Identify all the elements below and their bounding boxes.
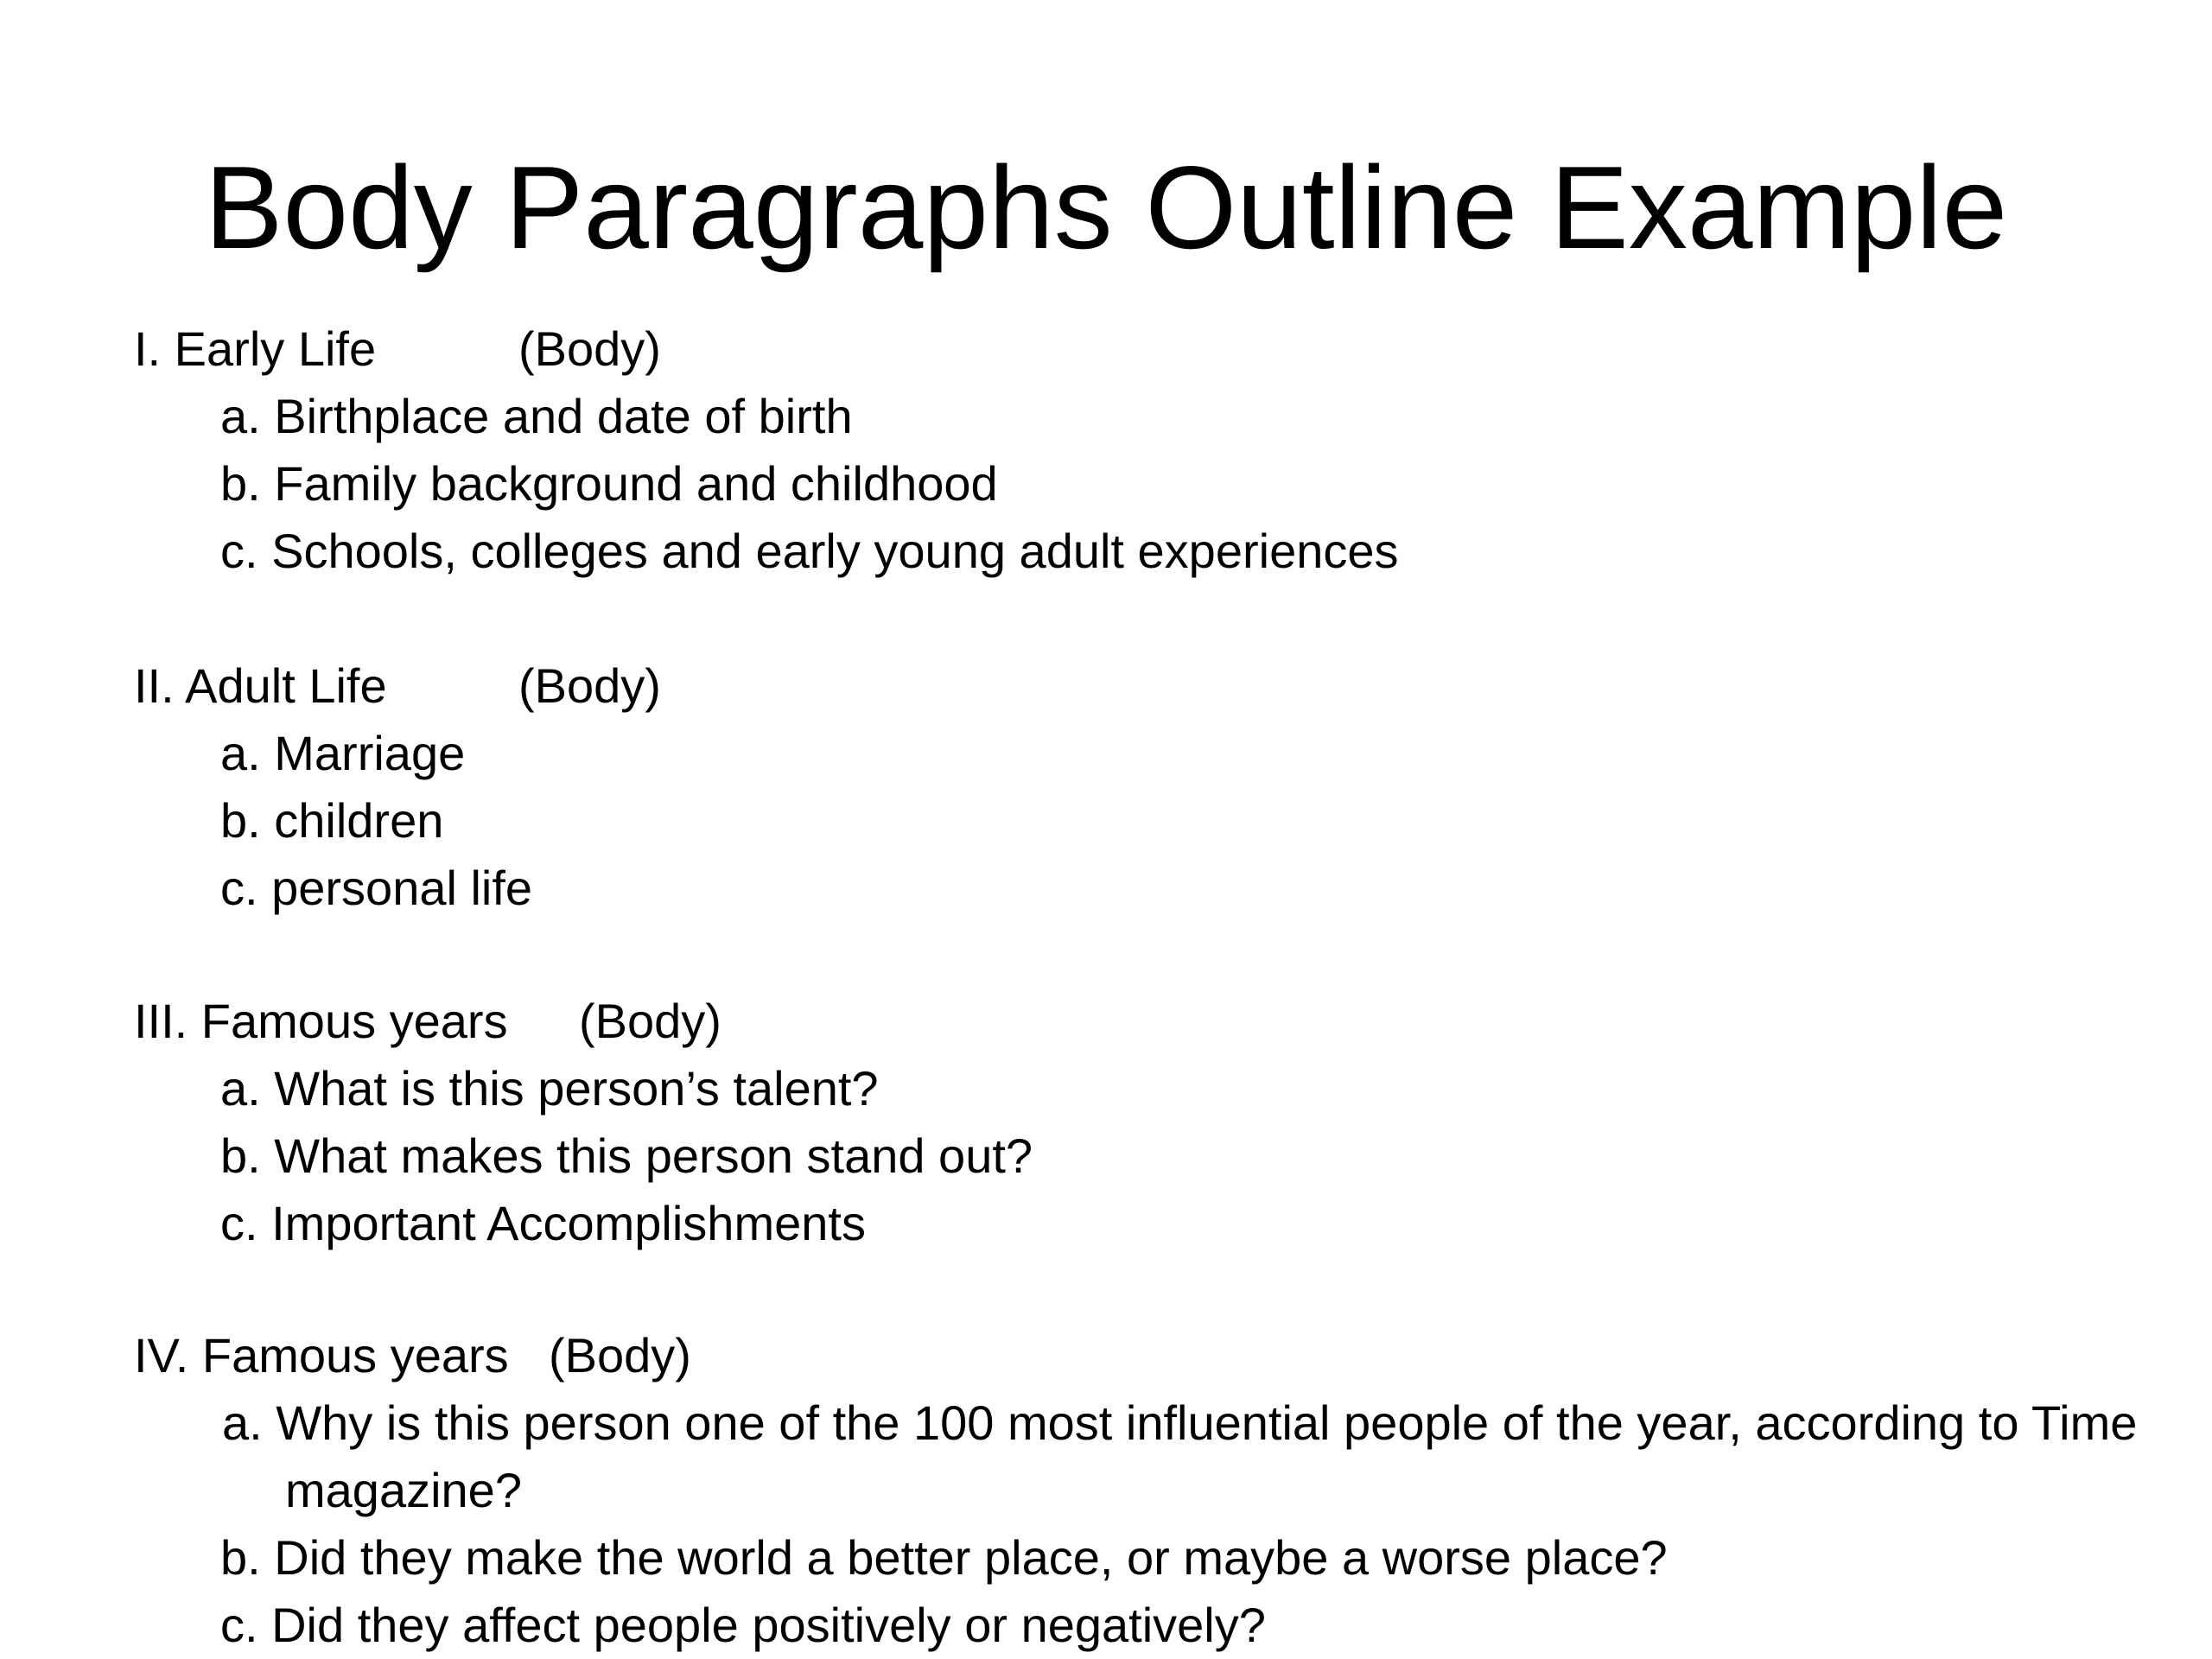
section-heading <box>134 652 2121 720</box>
section-tag: (Body) <box>518 658 661 713</box>
outline-item: a. What is this person’s talent? <box>220 1061 879 1116</box>
outline-section-famous-years <box>134 988 2121 1257</box>
section-tag: (Body) <box>518 321 661 376</box>
outline-item: b. Did they make the world a better place, or maybe a worse place? <box>220 1530 1668 1585</box>
outline-item: a. Birthplace and date of birth <box>220 389 853 443</box>
outline-item: b. children <box>220 793 444 848</box>
outline-section-early-life <box>134 315 2121 585</box>
section-heading <box>134 988 2121 1055</box>
outline-item: c. Important Accomplishments <box>220 1196 866 1250</box>
slide-title: Body Paragraphs Outline Example <box>204 142 2008 273</box>
section-heading-label: III. Famous years <box>134 994 508 1048</box>
outline-item: b. What makes this person stand out? <box>220 1128 1033 1183</box>
outline-item: c. personal life <box>220 861 533 915</box>
section-tag: (Body) <box>549 1328 691 1382</box>
section-tag: (Body) <box>579 994 721 1048</box>
outline-section-adult-life <box>134 652 2121 922</box>
outline-item: a. Why is this person one of the 100 most influential people of the year, according to Time magazine? <box>222 1395 2138 1517</box>
outline-section-famous-years-2 <box>134 1322 2138 1659</box>
section-heading <box>134 1322 2121 1389</box>
section-heading-label: I. Early Life <box>134 321 377 376</box>
outline-item: c. Did they affect people positively or negatively? <box>220 1598 1266 1652</box>
section-heading-label: II. Adult Life <box>134 658 387 713</box>
outline-item: a. Marriage <box>220 726 466 780</box>
section-heading-label: IV. Famous years <box>134 1328 509 1382</box>
section-heading <box>134 315 2121 383</box>
outline-item: c. Schools, colleges and early young adult experiences <box>220 524 1399 578</box>
outline-item: b. Family background and childhood <box>220 456 998 511</box>
